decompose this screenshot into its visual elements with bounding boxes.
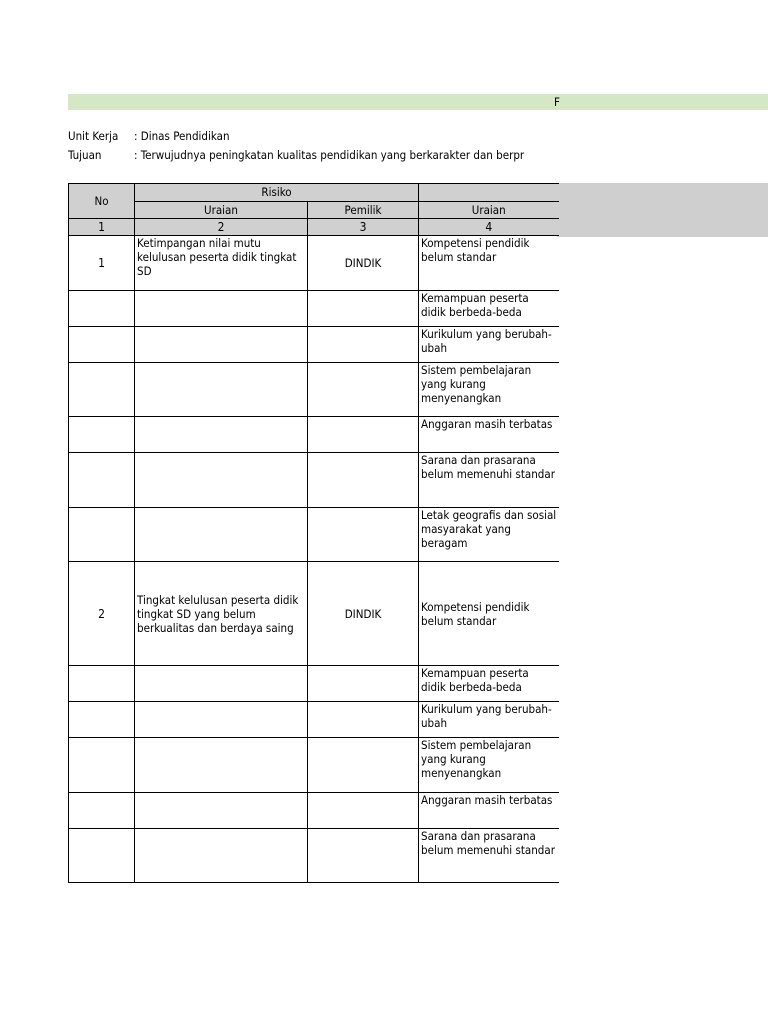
table-row: [69, 793, 559, 829]
unit-label: Unit Kerja: [68, 129, 119, 143]
row-no: [69, 363, 135, 417]
risk-owner: [308, 327, 419, 363]
header-risiko: Risiko: [135, 184, 419, 202]
row-no: [69, 417, 135, 453]
risk-owner: [308, 702, 419, 738]
risk-text: [135, 291, 308, 327]
cause-text: Anggaran masih terbatas: [419, 417, 559, 453]
table-row: [69, 666, 559, 702]
risk-text: [135, 702, 308, 738]
col-number-1: 1: [69, 219, 135, 236]
risk-owner: DINDIK: [308, 562, 419, 666]
risk-owner: DINDIK: [308, 236, 419, 291]
row-no: [69, 793, 135, 829]
risk-text: [135, 327, 308, 363]
row-no: 2: [69, 562, 135, 666]
goal-row: [68, 147, 558, 163]
table-row: [69, 363, 559, 417]
risk-owner: [308, 508, 419, 562]
sheet-title: F: [554, 95, 560, 109]
cause-text: Sistem pembelajaran yang kurang menyenangkan: [419, 363, 559, 417]
risk-owner: [308, 829, 419, 883]
risk-owner: [308, 363, 419, 417]
cause-text: Kompetensi pendidik belum standar: [419, 236, 559, 291]
row-no: [69, 666, 135, 702]
col-number-3: 3: [308, 219, 419, 236]
risk-text: Ketimpangan nilai mutu kelulusan peserta didik tingkat SD: [135, 236, 308, 291]
table-row: [69, 417, 559, 453]
header-uraian: Uraian: [135, 201, 308, 219]
cause-text: Letak geografis dan sosial masyarakat yang beragam: [419, 508, 559, 562]
row-no: [69, 829, 135, 883]
row-no: [69, 738, 135, 793]
cause-text: Sistem pembelajaran yang kurang menyenangkan: [419, 738, 559, 793]
col-number-4: 4: [419, 219, 559, 236]
cause-text: Kemampuan peserta didik berbeda-beda: [419, 666, 559, 702]
risk-text: [135, 666, 308, 702]
row-no: [69, 453, 135, 508]
header-blank: [419, 184, 559, 202]
table-row: [69, 738, 559, 793]
risk-text: [135, 829, 308, 883]
table-row: [69, 562, 559, 666]
risk-text: [135, 417, 308, 453]
risk-owner: [308, 291, 419, 327]
cause-text: Sarana dan prasarana belum memenuhi standar: [419, 453, 559, 508]
row-no: [69, 702, 135, 738]
table-row: [69, 702, 559, 738]
cause-text: Sarana dan prasarana belum memenuhi standar: [419, 829, 559, 883]
risk-owner: [308, 793, 419, 829]
header-pemilik: Pemilik: [308, 201, 419, 219]
risk-text: [135, 453, 308, 508]
risk-text: [135, 793, 308, 829]
row-no: [69, 291, 135, 327]
header-fill: [557, 183, 768, 237]
risk-text: [135, 508, 308, 562]
table-row: [69, 508, 559, 562]
header-uraian-cause: Uraian: [419, 201, 559, 219]
row-no: 1: [69, 236, 135, 291]
table-row: [69, 453, 559, 508]
risk-text: [135, 738, 308, 793]
cause-text: Kurikulum yang berubah-ubah: [419, 327, 559, 363]
table-row: [69, 829, 559, 883]
title-band: [68, 94, 768, 110]
header-no: No: [69, 184, 135, 219]
risk-owner: [308, 738, 419, 793]
risk-text: Tingkat kelulusan peserta didik tingkat SD yang belum berkualitas dan berdaya saing: [135, 562, 308, 666]
row-no: [69, 327, 135, 363]
cause-text: Kurikulum yang berubah-ubah: [419, 702, 559, 738]
goal-value: : Terwujudnya peningkatan kualitas pendidikan yang berkarakter dan berpr: [134, 148, 525, 162]
cause-text: Kompetensi pendidik belum standar: [419, 562, 559, 666]
row-no: [69, 508, 135, 562]
risk-text: [135, 363, 308, 417]
table-row: [69, 236, 559, 291]
col-number-2: 2: [135, 219, 308, 236]
table-row: [69, 327, 559, 363]
risk-owner: [308, 666, 419, 702]
cause-text: Kemampuan peserta didik berbeda-beda: [419, 291, 559, 327]
risk-owner: [308, 417, 419, 453]
risk-owner: [308, 453, 419, 508]
unit-row: [68, 128, 230, 144]
risk-table: [68, 183, 559, 883]
cause-text: Anggaran masih terbatas: [419, 793, 559, 829]
unit-value: : Dinas Pendidikan: [134, 129, 230, 143]
table-row: [69, 291, 559, 327]
goal-label: Tujuan: [68, 148, 102, 162]
